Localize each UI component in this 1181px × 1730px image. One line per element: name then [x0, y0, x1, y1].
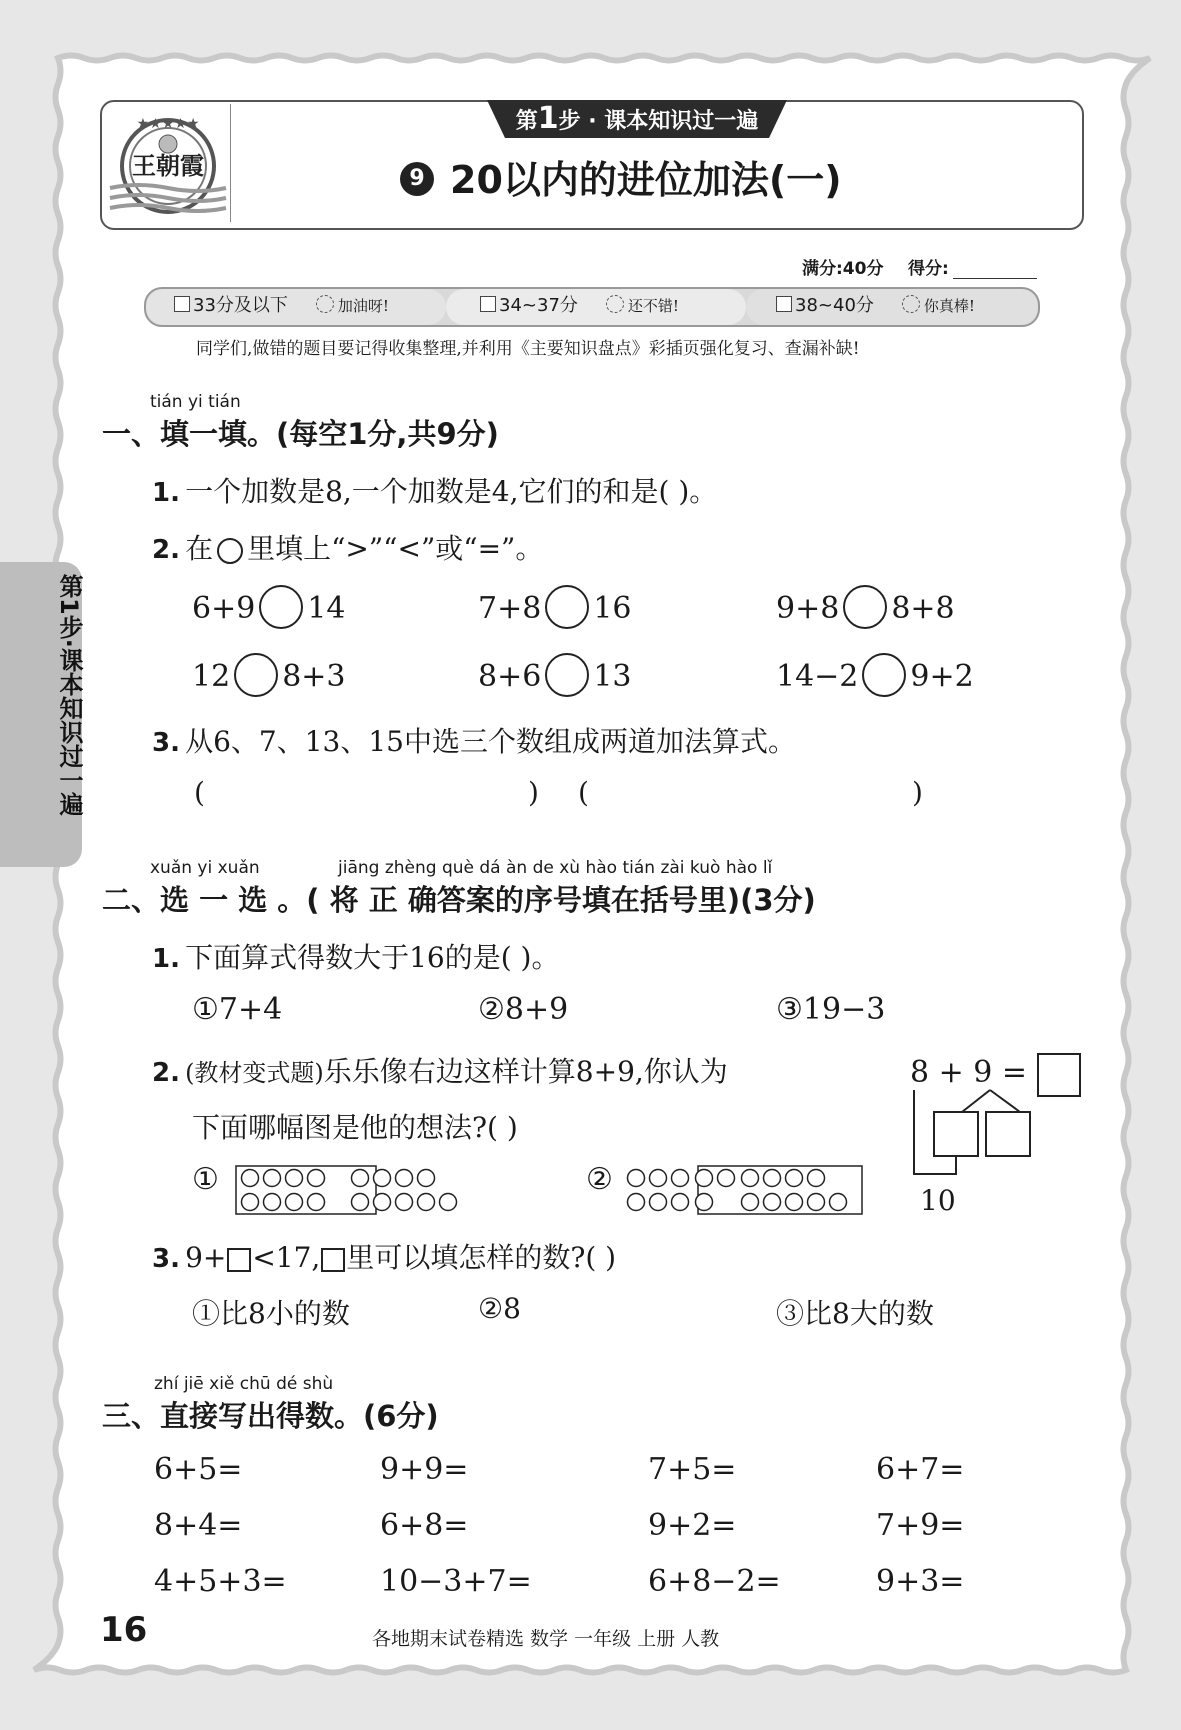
calc-item[interactable]: 4+5+3=: [154, 1564, 287, 1599]
counter-dot: [786, 1170, 803, 1187]
counter-dot: [830, 1194, 847, 1211]
counter-dot: [352, 1194, 369, 1211]
page-number: 16: [100, 1610, 148, 1650]
counter-dot: [242, 1170, 259, 1187]
section1-pinyin: tián yi tián: [150, 392, 241, 412]
full-score: 满分:40分: [802, 259, 884, 279]
addition-diagram: [900, 1046, 1090, 1216]
step-banner-label: 第1步 · 课本知识过一遍: [515, 101, 759, 136]
circle-icon: [217, 538, 243, 564]
split-box[interactable]: [986, 1112, 1030, 1156]
counter-dot: [672, 1170, 689, 1187]
counter-dot: [696, 1194, 713, 1211]
score-blank[interactable]: [953, 260, 1037, 279]
counter-dot: [764, 1194, 781, 1211]
counter-dot: [242, 1194, 259, 1211]
grade-option-3[interactable]: 38~40分 你真棒!: [776, 294, 975, 318]
compare-item: 14−2 9+2: [776, 656, 974, 700]
compare-item: 8+6 13: [478, 656, 632, 700]
counter-dot: [374, 1170, 391, 1187]
checkbox[interactable]: [776, 296, 792, 312]
split-box[interactable]: [934, 1112, 978, 1156]
score-field: 得分:: [908, 254, 1037, 279]
s1-question-3: 3. 从6、7、13、15中选三个数组成两道加法算式。: [152, 725, 796, 758]
calc-item[interactable]: 6+7=: [876, 1452, 965, 1487]
counter-dot: [650, 1194, 667, 1211]
counter-dot: [308, 1170, 325, 1187]
counter-dot: [286, 1194, 303, 1211]
calc-item[interactable]: 9+3=: [876, 1564, 965, 1599]
counter-dot: [672, 1194, 689, 1211]
notice-text: 同学们,做错的题目要记得收集整理,并利用《主要知识盘点》彩插页强化复习、查漏补缺!: [196, 339, 860, 359]
lesson-title: 9 20以内的进位加法(一): [400, 150, 842, 210]
section3-pinyin: zhí jiē xiě chū dé shù: [154, 1374, 334, 1394]
s2-q1-option-3[interactable]: ③19−3: [776, 992, 886, 1027]
counter-dot: [696, 1170, 713, 1187]
counter-dot: [396, 1194, 413, 1211]
counter-dot: [308, 1194, 325, 1211]
s1-question-1: 1. 一个加数是8,一个加数是4,它们的和是( )。: [152, 475, 718, 508]
s2-q2-option-2[interactable]: ②: [586, 1162, 613, 1197]
s2-q3-option-3[interactable]: ③比8大的数: [776, 1297, 934, 1330]
smiley-icon: [902, 295, 920, 313]
calc-item[interactable]: 6+5=: [154, 1452, 243, 1487]
section2-title: 二、选 一 选 。( 将 正 确答案的序号填在括号里)(3分): [102, 883, 816, 917]
counter-dot: [764, 1170, 781, 1187]
smiley-icon: [606, 295, 624, 313]
s2-q1-option-2[interactable]: ②8+9: [478, 992, 569, 1027]
counter-dot: [374, 1194, 391, 1211]
section2-pinyin-2: jiāng zhèng què dá àn de xù hào tián zài kuò hào lǐ: [338, 858, 773, 878]
footer-text: 各地期末试卷精选 数学 一年级 上册 人教: [372, 1628, 720, 1650]
calc-item[interactable]: 9+9=: [380, 1452, 469, 1487]
answer-circle[interactable]: [545, 585, 589, 629]
diagram-expression: 8 + 9 =: [910, 1055, 1028, 1090]
s2-q3-option-2[interactable]: ②8: [478, 1292, 521, 1325]
diagram-ten: 10: [920, 1184, 956, 1216]
checkbox[interactable]: [174, 296, 190, 312]
checkbox[interactable]: [480, 296, 496, 312]
grade-option-2[interactable]: 34~37分 还不错!: [480, 294, 679, 318]
counter-dot: [418, 1170, 435, 1187]
answer-circle[interactable]: [234, 653, 278, 697]
answer-box[interactable]: [1038, 1054, 1080, 1096]
answer-circle[interactable]: [545, 653, 589, 697]
s2-q1-option-1[interactable]: ①7+4: [192, 992, 283, 1027]
grade-option-1[interactable]: 33分及以下 加油呀!: [174, 294, 389, 318]
s2-q2-option-1[interactable]: ①: [192, 1162, 219, 1197]
compare-item: 6+9 14: [192, 588, 346, 632]
s2-question-3: 3. 9+ <17, 里可以填怎样的数?( ): [152, 1241, 617, 1274]
dot-picture-1: [234, 1164, 474, 1216]
counter-dot: [418, 1194, 435, 1211]
publisher-logo: [108, 108, 228, 222]
answer-circle[interactable]: [259, 585, 303, 629]
answer-circle[interactable]: [862, 653, 906, 697]
calc-item[interactable]: 6+8−2=: [648, 1564, 781, 1599]
answer-blank-open[interactable]: (: [194, 776, 205, 809]
compare-item: 9+8 8+8: [776, 588, 955, 632]
counter-dot: [440, 1194, 457, 1211]
lesson-number-badge: 9: [400, 162, 434, 196]
s2-question-2-line2: 下面哪幅图是他的想法?( ): [192, 1111, 518, 1144]
blank-square: [321, 1248, 345, 1272]
counter-dot: [742, 1194, 759, 1211]
calc-item[interactable]: 9+2=: [648, 1508, 737, 1543]
counter-dot: [628, 1170, 645, 1187]
s2-question-2: 2. (教材变式题)乐乐像右边这样计算8+9,你认为: [152, 1055, 728, 1088]
s1-question-2: 2. 在 里填上“>”“<”或“=”。: [152, 532, 544, 565]
section3-title: 三、直接写出得数。(6分): [102, 1399, 439, 1433]
calc-item[interactable]: 10−3+7=: [380, 1564, 532, 1599]
calc-item[interactable]: 8+4=: [154, 1508, 243, 1543]
dot-picture-2: [626, 1164, 866, 1216]
answer-blank-close: ): [912, 776, 923, 809]
counter-dot: [286, 1170, 303, 1187]
compare-item: 7+8 16: [478, 588, 632, 632]
counter-dot: [650, 1170, 667, 1187]
smiley-icon: [316, 295, 334, 313]
answer-blank-close: ): [528, 776, 539, 809]
counter-dot: [742, 1170, 759, 1187]
calc-item[interactable]: 7+9=: [876, 1508, 965, 1543]
s2-question-1: 1. 下面算式得数大于16的是( )。: [152, 941, 560, 974]
header-divider: [230, 104, 231, 222]
counter-dot: [786, 1194, 803, 1211]
side-tab-label: 第1步·课本知识过一遍: [55, 574, 83, 816]
counter-dot: [264, 1194, 281, 1211]
counter-dot: [352, 1170, 369, 1187]
blank-square: [227, 1248, 251, 1272]
section1-title: 一、填一填。(每空1分,共9分): [102, 417, 499, 451]
counter-dot: [808, 1194, 825, 1211]
counter-dot: [718, 1170, 735, 1187]
compare-item: 12 8+3: [192, 656, 346, 700]
counter-dot: [808, 1170, 825, 1187]
svg-text:★★★★★: ★★★★★: [136, 116, 200, 132]
calc-item[interactable]: 7+5=: [648, 1452, 737, 1487]
counter-dot: [264, 1170, 281, 1187]
counter-dot: [628, 1194, 645, 1211]
logo-text: 王朝霞: [132, 151, 204, 180]
counter-dot: [396, 1170, 413, 1187]
section2-pinyin: xuǎn yi xuǎn: [150, 858, 260, 878]
calc-item[interactable]: 6+8=: [380, 1508, 469, 1543]
answer-circle[interactable]: [843, 585, 887, 629]
answer-blank-open[interactable]: (: [578, 776, 589, 809]
s2-q3-option-1[interactable]: ①比8小的数: [192, 1297, 350, 1330]
